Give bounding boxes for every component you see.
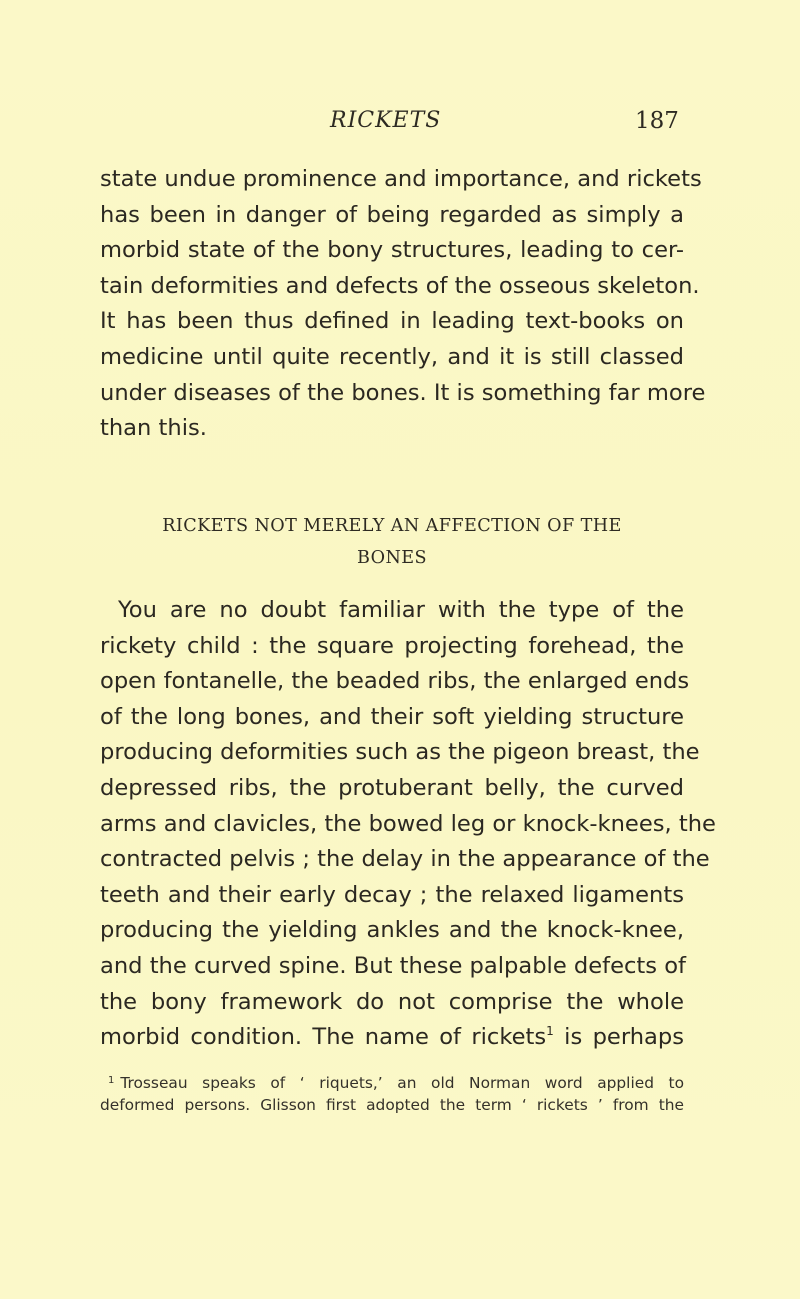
paragraph-2 <box>100 593 716 1056</box>
text-line: rickety child : the square projecting forehead, the <box>100 632 684 659</box>
text-line: state undue prominence and importance, and rickets <box>100 166 702 192</box>
text-line: teeth and their early decay ; the relaxed ligaments <box>100 881 684 908</box>
heading-line: RICKETS NOT MERELY AN AFFECTION OF THE <box>162 516 622 536</box>
text-line: has been in danger of being regarded as simply a <box>100 201 684 228</box>
text-segment: is perhaps <box>564 1024 684 1051</box>
footnote-marker: 1 <box>108 1075 115 1086</box>
text-line: open fontanelle, the beaded ribs, the enlarged ends <box>100 668 690 695</box>
running-title: RICKETS <box>330 108 442 133</box>
running-head <box>0 108 800 144</box>
text-line: of the long bones, and their soft yielding structure <box>100 703 684 730</box>
paragraph-1 <box>100 162 706 447</box>
text-line: than this. <box>100 415 207 442</box>
footnote-reference: 1 <box>546 1024 554 1039</box>
footnote <box>100 1072 684 1116</box>
text-line: depressed ribs, the protuberant belly, the curved <box>100 774 684 801</box>
text-line: morbid state of the bony structures, leading to cer- <box>100 237 684 264</box>
text-line: contracted pelvis ; the delay in the appearance of the <box>100 846 710 873</box>
heading-line: BONES <box>357 548 427 568</box>
footnote-line: deformed persons. Glisson first adopted the term ‘ rickets ’ from the <box>100 1096 684 1114</box>
text-line: under diseases of the bones. It is something far more <box>100 379 706 406</box>
footnote-line <box>100 1072 684 1094</box>
text-line: medicine until quite recently, and it is still classed <box>100 343 684 370</box>
text-line: It has been thus defined in leading text-books on <box>100 308 684 335</box>
section-heading <box>100 510 684 574</box>
text-line: producing the yielding ankles and the knock-knee, <box>100 917 684 944</box>
text-line: tain deformities and defects of the osseous skeleton. <box>100 272 700 299</box>
text-line: the bony framework do not comprise the whole <box>100 988 684 1015</box>
text-line: arms and clavicles, the bowed leg or knock-knees, the <box>100 810 716 837</box>
page-number: 187 <box>635 108 679 134</box>
text-line: and the curved spine. But these palpable defects of <box>100 952 687 979</box>
footnote-text: Trosseau speaks of ‘ riquets,’ an old Norman word applied to <box>120 1074 684 1092</box>
text-line: You are no doubt familiar with the type of the <box>118 597 684 623</box>
text-line: producing deformities such as the pigeon breast, the <box>100 739 700 766</box>
text-segment: morbid condition. The name of rickets <box>100 1024 547 1051</box>
text-line-with-footnote-ref <box>100 1020 684 1056</box>
